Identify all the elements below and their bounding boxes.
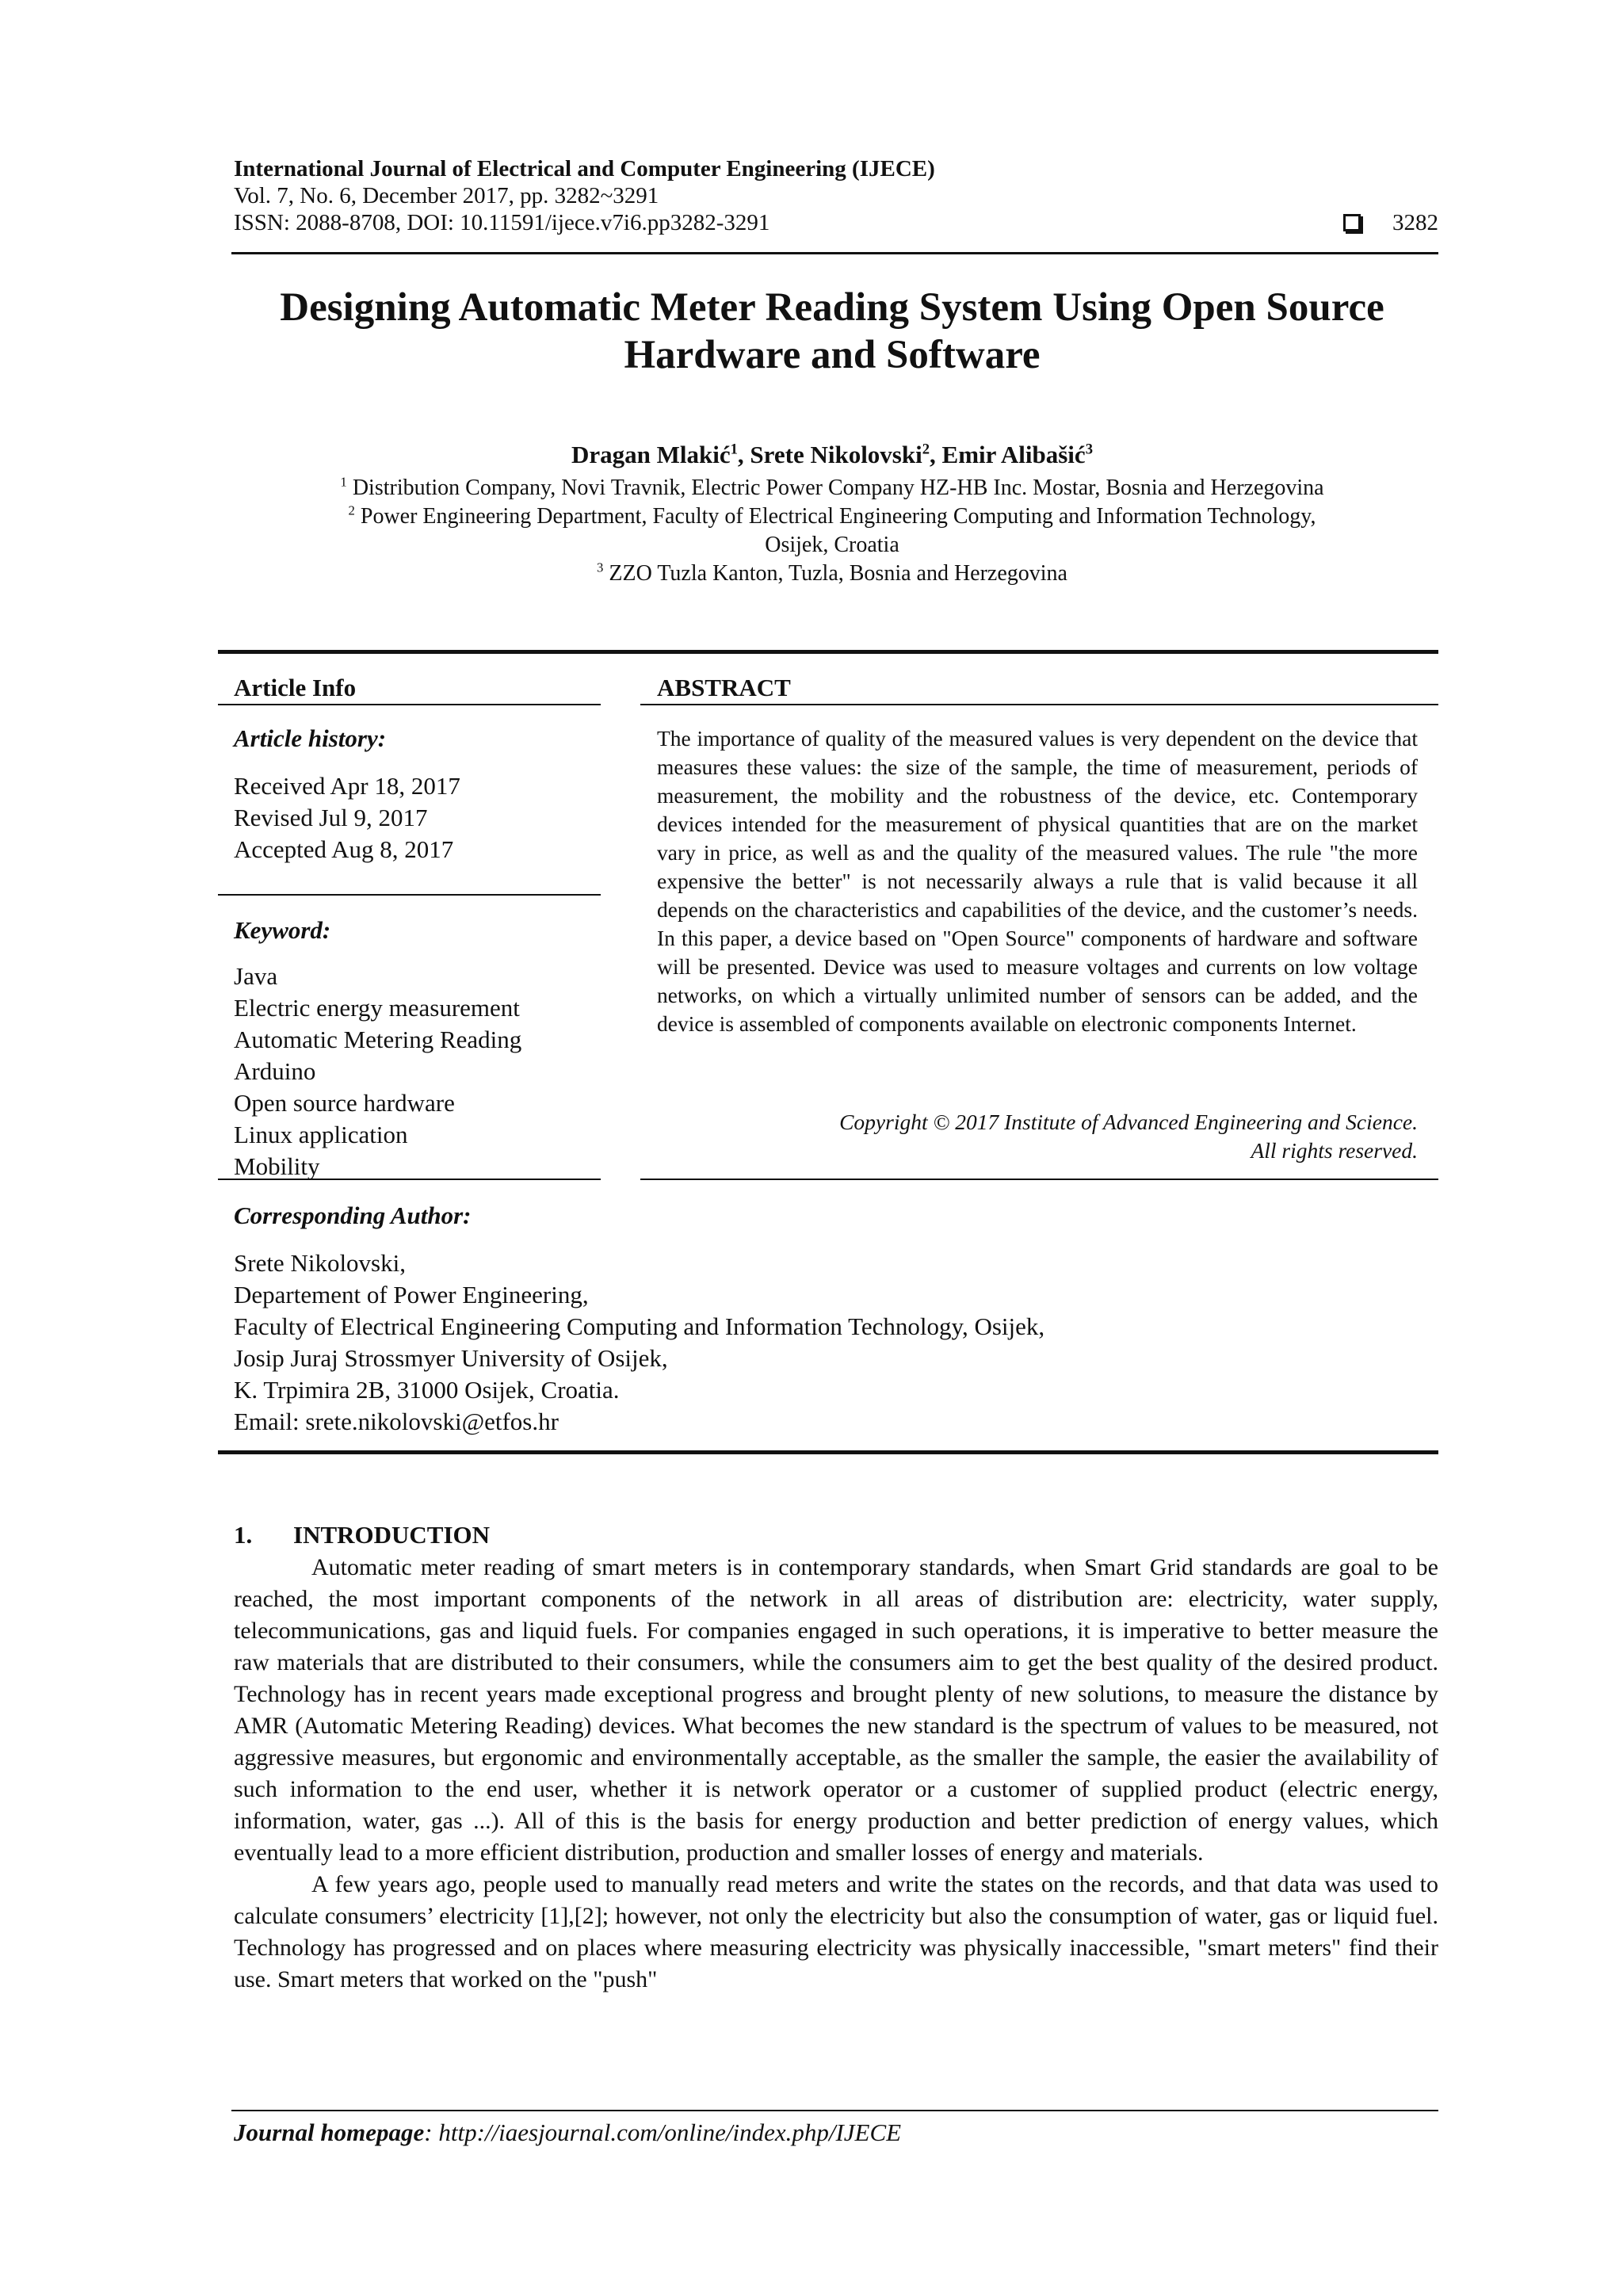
corresponding-line: Josip Juraj Strossmyer University of Osijek, (234, 1344, 668, 1372)
corresponding-line: Faculty of Electrical Engineering Computing and Information Technology, Osijek, (234, 1312, 1045, 1340)
author-name: Dragan Mlakić (571, 441, 731, 468)
affiliation-sup: 1 (340, 474, 347, 490)
history-item: Received Apr 18, 2017 (234, 772, 460, 800)
homepage-label: Journal homepage (234, 2118, 425, 2146)
history-item: Revised Jul 9, 2017 (234, 804, 428, 831)
keyword-list (234, 961, 521, 1182)
keyword-label: Keyword: (234, 916, 331, 944)
abstract-rule (640, 704, 1438, 705)
author-sup: 3 (1085, 441, 1093, 458)
section-heading-introduction (234, 1520, 490, 1550)
history-list (234, 770, 460, 865)
corresponding-line: Departement of Power Engineering, (234, 1281, 589, 1308)
author-separator: , (930, 441, 942, 468)
author-sup: 1 (730, 441, 738, 458)
affiliations (190, 474, 1474, 588)
affiliation-sup: 2 (348, 502, 355, 518)
corresponding-author-details (234, 1247, 1044, 1438)
keyword-item: Mobility (234, 1152, 320, 1180)
paper-title (190, 284, 1474, 379)
affiliation-sup: 3 (597, 560, 604, 575)
header-rule (231, 252, 1438, 254)
article-info-heading: Article Info (234, 674, 357, 701)
paragraph: A few years ago, people used to manually read meters and write the states on the records, and that data was used to calculate consumers’ electricity [1],[2]; however, not only the electricity but also the consumption of water, gas or liquid fuel. Technology has progressed and on places where measuring electricity was physically inaccessible, "smart meters" find their use. Smart meters that worked on the "push" (234, 1871, 1438, 1992)
copyright-line-1: Copyright © 2017 Institute of Advanced Engineering and Science. (839, 1110, 1418, 1134)
abstract-heading: ABSTRACT (657, 674, 791, 701)
section-title: INTRODUCTION (293, 1521, 491, 1549)
affiliation-line (190, 502, 1474, 531)
affiliation-text: Osijek, Croatia (765, 533, 899, 557)
history-label: Article history: (234, 724, 387, 752)
copyright-line-2: All rights reserved. (1251, 1138, 1418, 1163)
title-line-2: Hardware and Software (624, 333, 1041, 377)
journal-header (234, 155, 1438, 236)
keyword-item: Automatic Metering Reading (234, 1026, 522, 1053)
journal-issn: ISSN: 2088-8708, DOI: 10.11591/ijece.v7i6.pp3282-3291 (234, 210, 770, 235)
copyright-notice (657, 1108, 1418, 1165)
author-sup: 2 (922, 441, 930, 458)
info-top-rule (218, 650, 1438, 654)
section-number: 1. (234, 1521, 253, 1549)
corresponding-line: K. Trpimira 2B, 31000 Osijek, Croatia. (234, 1376, 620, 1404)
page-number: 3282 (1392, 210, 1438, 235)
keyword-item: Open source hardware (234, 1089, 455, 1117)
paragraph: Automatic meter reading of smart meters is in contemporary standards, when Smart Grid standards are goal to be reached, the most important components of the network in all areas of distribution are: electricity, water supply, telecommunications, gas and liquid fuels. For companies engaged in such operations, it is imperative to better measure the raw materials that are distributed to their consumers, while the consumers aim to get the best quality of the desired product. Technology has in recent years made exceptional progress and brought plenty of new solutions, to measure the distance by AMR (Automatic Metering Reading) devices. What becomes the new standard is the spectrum of values to be measured, not aggressive measures, but ergonomic and environmentally acceptable, as the smaller the sample, the easier the availability of such information to the end user, whether it is network operator or a customer of supplied product (electric energy, information, water, gas ...). All of this is the basis for energy production and better prediction of energy values, which eventually lead to a more efficient distribution, production and smaller losses of energy and materials. (234, 1554, 1438, 1866)
affiliation-line (190, 474, 1474, 502)
author-list (190, 441, 1474, 469)
author-name: Srete Nikolovski (750, 441, 922, 468)
history-rule (218, 894, 601, 896)
keyword-item: Linux application (234, 1121, 408, 1148)
keyword-item: Electric energy measurement (234, 994, 520, 1022)
affiliation-text: ZZO Tuzla Kanton, Tuzla, Bosnia and Herzegovina (603, 561, 1067, 586)
homepage-separator: : (424, 2118, 439, 2146)
journal-homepage (234, 2118, 901, 2148)
corresponding-line: Srete Nikolovski, (234, 1249, 406, 1277)
keyword-item: Java (234, 962, 278, 990)
affiliation-line (190, 531, 1474, 560)
introduction-body (234, 1552, 1438, 1996)
abstract-bottom-rule (640, 1179, 1438, 1180)
author-separator: , (737, 441, 750, 468)
journal-volume: Vol. 7, No. 6, December 2017, pp. 3282~3291 (234, 183, 659, 208)
article-info-rule (218, 704, 601, 705)
affiliation-line (190, 560, 1474, 588)
page-box-icon (1343, 214, 1361, 231)
journal-name: International Journal of Electrical and Computer Engineering (IJECE) (234, 156, 935, 181)
history-item: Accepted Aug 8, 2017 (234, 835, 454, 863)
info-bottom-rule (218, 1450, 1438, 1454)
footer-rule (231, 2110, 1438, 2111)
affiliation-text: Power Engineering Department, Faculty of Electrical Engineering Computing and Information Technology, (354, 504, 1316, 529)
homepage-link[interactable]: http://iaesjournal.com/online/index.php/IJECE (438, 2118, 902, 2146)
author-name: Emir Alibašić (941, 441, 1086, 468)
abstract-text: The importance of quality of the measured values is very dependent on the device that measures these values: the size of the sample, the time of measurement, periods of measurement, the mobility and the robustness of the device, etc. Contemporary devices intended for the measurement of physical quantities that are on the market vary in price, as well as and the quality of the measured values. The rule "the more expensive the better" is not necessarily always a rule that is valid because it all depends on the characteristics and capabilities of the device, and the customer’s needs. In this paper, a device based on "Open Source" components of hardware and software will be presented. Device was used to measure voltages and currents on low voltage networks, on which a virtually unlimited number of sensors can be added, and the device is assembled of components available on electronic components Internet. (657, 726, 1418, 1036)
corresponding-line: Email: srete.nikolovski@etfos.hr (234, 1408, 559, 1435)
keyword-item: Arduino (234, 1057, 316, 1085)
corresponding-author-label: Corresponding Author: (234, 1201, 472, 1229)
title-line-1: Designing Automatic Meter Reading System Using Open Source (280, 285, 1384, 330)
affiliation-text: Distribution Company, Novi Travnik, Electric Power Company HZ-HB Inc. Mostar, Bosnia and Herzegovina (346, 476, 1324, 500)
